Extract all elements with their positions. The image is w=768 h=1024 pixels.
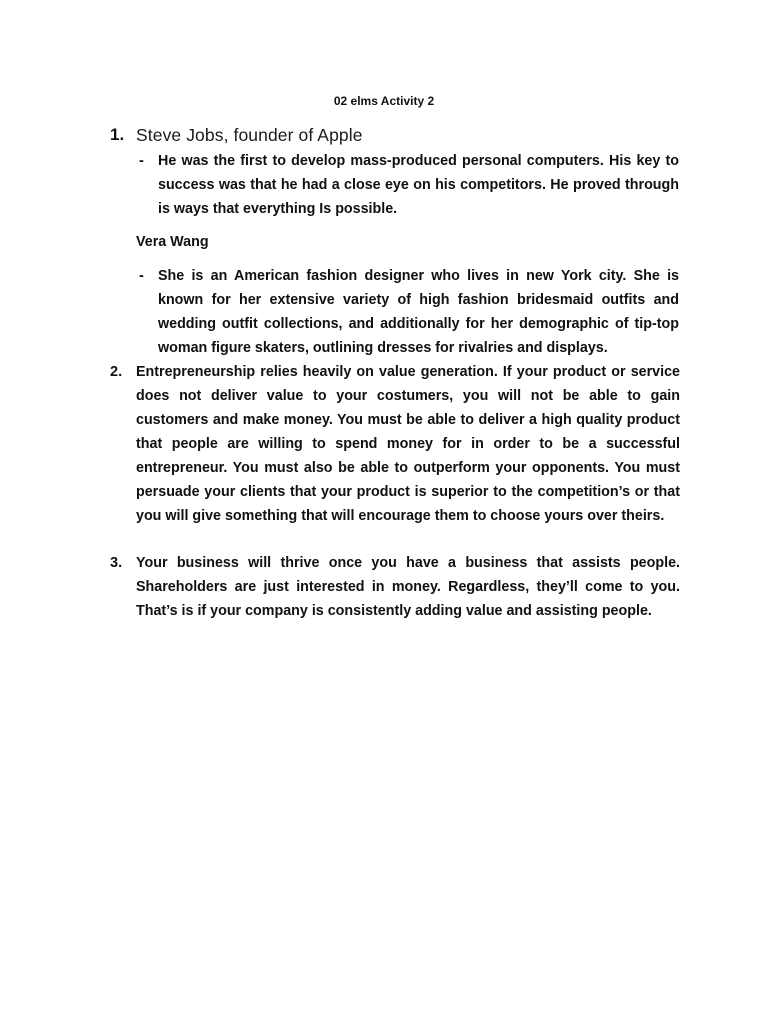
bullet-text: He was the first to develop mass-produced personal computers. His key to success was that he had a close eye on his competitors. He proved through is ways that everything Is possible.	[158, 153, 679, 217]
sub-bullet-steve-jobs	[139, 149, 679, 221]
dash-marker: -	[139, 153, 144, 169]
item-text: Your business will thrive once you have a business that assists people. Shareholders are just interested in money. Regardless, they’ll come to you. That’s is if your company is consistently adding value and assisting people.	[136, 555, 680, 619]
list-item-2	[110, 360, 680, 528]
item-text: Entrepreneurship relies heavily on value generation. If your product or service does not deliver value to your costumers, you will not be able to gain customers and make money. You must be able to deliver a high quality product that people are willing to spend money for in order to be a successful entrepreneur. You must also be able to outperform your opponents. You must persuade your clients that your product is superior to the competition’s or that you will give something that will encourage them to choose yours over theirs.	[136, 364, 680, 524]
dash-marker: -	[139, 268, 144, 284]
list-item-3	[110, 551, 680, 623]
subheading-vera-wang: Vera Wang	[136, 234, 209, 250]
item-number: 1.	[110, 125, 125, 144]
item-heading: Steve Jobs, founder of Apple	[136, 125, 363, 145]
list-item-1	[110, 122, 680, 148]
document-title: 02 elms Activity 2	[333, 94, 435, 108]
bullet-text: She is an American fashion designer who lives in new York city. She is known for her extensive variety of high fashion bridesmaid outfits and wedding outfit collections, and additionally for her demographic of tip-top woman figure skaters, outlining dresses for rivalries and displays.	[158, 268, 679, 356]
item-number: 3.	[110, 555, 123, 571]
sub-bullet-vera-wang	[139, 264, 679, 360]
item-number: 2.	[110, 364, 123, 380]
